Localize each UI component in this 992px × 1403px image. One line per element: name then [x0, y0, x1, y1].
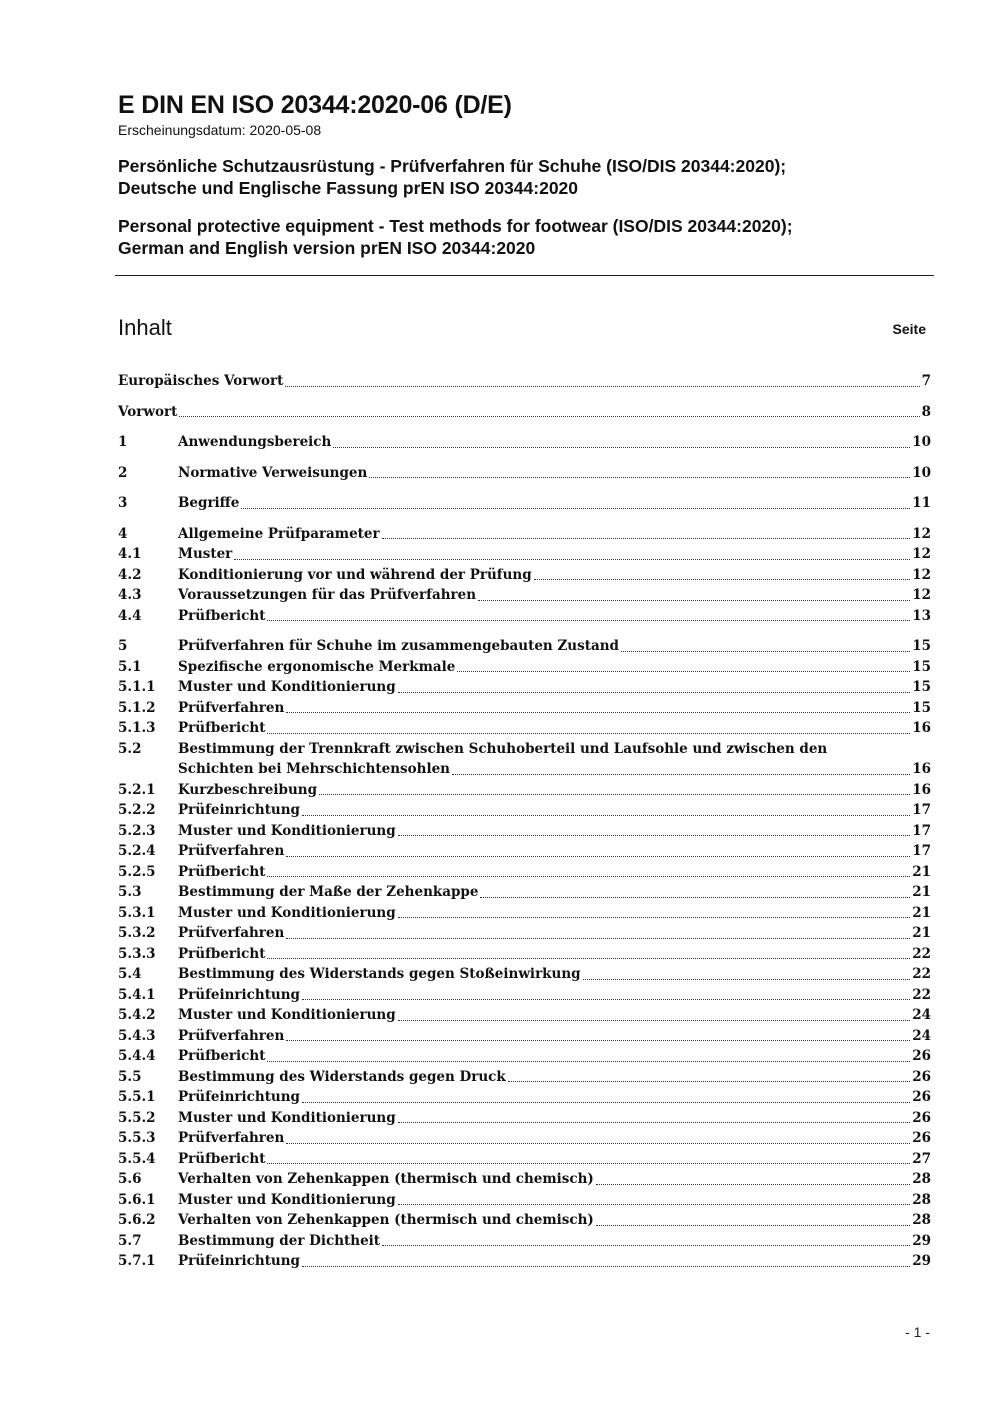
- toc-entry[interactable]: [118, 1046, 931, 1067]
- toc-entry-page: 29: [912, 1253, 931, 1269]
- toc-leader-dots: [621, 650, 910, 652]
- toc-entry-number: 5.2.2: [118, 802, 156, 818]
- toc-entry-page: 24: [912, 1007, 931, 1023]
- toc-leader-dots: [286, 855, 910, 857]
- toc-entry-number: 1: [118, 434, 128, 450]
- toc-entry[interactable]: [118, 985, 931, 1006]
- toc-entry[interactable]: [118, 800, 931, 821]
- toc-entry[interactable]: [118, 1067, 931, 1088]
- toc-entry-label-wrap: [178, 544, 931, 565]
- toc-entry-label-wrap: [178, 1251, 931, 1272]
- toc-entry-number: 5.2.4: [118, 843, 156, 859]
- toc-entry-page: 28: [912, 1191, 931, 1208]
- toc-entry-label-wrap: [178, 862, 931, 883]
- toc-entry-page: 15: [912, 658, 931, 675]
- toc-entry-page: 26: [912, 1048, 931, 1064]
- toc-leader-dots: [398, 691, 911, 693]
- toc-leader-dots: [398, 1019, 911, 1021]
- toc-header: [118, 314, 926, 342]
- toc-leader-dots: [508, 1080, 910, 1082]
- toc-entry[interactable]: [118, 1149, 931, 1170]
- toc-entry-label: Prüfbericht: [178, 1048, 266, 1064]
- toc-leader-dots: [267, 619, 910, 621]
- toc-entry-label: Muster und Konditionierung: [178, 1109, 396, 1126]
- toc-entry-label-wrap: [178, 1067, 931, 1088]
- toc-entry-page: 11: [912, 495, 931, 511]
- toc-entry[interactable]: [118, 463, 931, 484]
- toc-entry-number: 5.5.3: [118, 1130, 156, 1146]
- document-header: [118, 90, 934, 259]
- toc-entry-page: 15: [912, 679, 931, 695]
- toc-entry-page: 16: [912, 781, 931, 798]
- toc-entry-number: 5.3: [118, 884, 142, 900]
- toc-entry-page: 28: [912, 1212, 931, 1228]
- toc-entry-number: 5.4: [118, 966, 142, 982]
- german-title-line-2: Deutsche und Englische Fassung prEN ISO 20344:2020: [118, 178, 579, 198]
- toc-leader-dots: [398, 916, 911, 918]
- toc-entry-number: 5.1.2: [118, 699, 156, 716]
- toc-leader-dots: [267, 875, 910, 877]
- toc-entry-number: 4.4: [118, 607, 142, 624]
- toc-entry-number: 5.1.1: [118, 679, 156, 695]
- toc-entry-page: 12: [912, 525, 931, 542]
- toc-entry-number: 5.4.3: [118, 1027, 156, 1044]
- toc-entry-page: 12: [912, 546, 931, 562]
- toc-leader-dots: [286, 1039, 910, 1041]
- toc-entry-number: 5.6: [118, 1171, 142, 1187]
- toc-entry[interactable]: [118, 882, 931, 903]
- toc-leader-dots: [534, 578, 911, 580]
- toc-entry[interactable]: [118, 739, 931, 760]
- toc-leader-dots: [267, 732, 910, 734]
- toc-entry-label-wrap: [178, 800, 931, 821]
- toc-entry[interactable]: [118, 657, 931, 678]
- toc-entry-label: Vorwort: [118, 403, 178, 420]
- toc-entry-number: 5.6.2: [118, 1212, 156, 1228]
- toc-entry-label-wrap: [178, 524, 931, 545]
- toc-entry-label-wrap: [178, 985, 931, 1006]
- toc-entry-page: 10: [912, 434, 931, 450]
- toc-entry-number: 5.7.1: [118, 1253, 156, 1269]
- toc-entry[interactable]: [118, 585, 931, 606]
- toc-entry[interactable]: [118, 1026, 931, 1047]
- toc-entry-label: Muster: [178, 546, 233, 562]
- toc-entry[interactable]: [118, 1169, 931, 1190]
- toc-entry-label: Prüfbericht: [178, 945, 266, 962]
- toc-entry-number: 5.2.1: [118, 781, 156, 798]
- toc-entry-label-wrap: [178, 1005, 931, 1026]
- toc-entry-label: Kurzbeschreibung: [178, 781, 318, 798]
- toc-entry-label: Anwendungsbereich: [178, 434, 332, 450]
- toc-entry-page: 15: [912, 699, 931, 716]
- toc-leader-dots: [382, 537, 911, 539]
- toc-entry-label-wrap: [178, 964, 931, 985]
- toc-entry-label: Muster und Konditionierung: [178, 679, 396, 695]
- toc-entry-label: Prüfeinrichtung: [178, 1089, 301, 1105]
- toc-entry[interactable]: [118, 1190, 931, 1211]
- toc-leader-dots: [478, 599, 910, 601]
- toc-entry-number: 5.5: [118, 1068, 142, 1085]
- toc-entry[interactable]: [118, 677, 931, 698]
- toc-entry[interactable]: [118, 371, 931, 392]
- toc-entry-page: 26: [912, 1068, 931, 1085]
- toc-entry-number: 5.6.1: [118, 1191, 156, 1208]
- toc-entry-label: Muster und Konditionierung: [178, 1191, 396, 1208]
- toc-entry[interactable]: [118, 903, 931, 924]
- toc-entry-label-wrap: [178, 1026, 931, 1047]
- toc-entry[interactable]: [118, 402, 931, 423]
- toc-entry-label-wrap: [178, 821, 931, 842]
- toc-entry[interactable]: [118, 1210, 931, 1231]
- toc-entry[interactable]: [118, 565, 931, 586]
- toc-entry[interactable]: [118, 821, 931, 842]
- toc-entry-label: Prüfeinrichtung: [178, 1253, 301, 1269]
- toc-entry-label-wrap: [178, 606, 931, 627]
- toc-entry-label-wrap: [178, 677, 931, 698]
- toc-entry-label: Europäisches Vorwort: [118, 373, 284, 389]
- toc-entry-label-wrap: [178, 759, 931, 780]
- toc-entry[interactable]: [118, 432, 931, 453]
- toc-entry-page: 21: [912, 863, 931, 880]
- toc-entry-page: 17: [912, 822, 931, 839]
- toc-leader-dots: [285, 385, 919, 387]
- toc-entry-label: Normative Verweisungen: [178, 464, 368, 481]
- toc-leader-dots: [333, 446, 910, 448]
- toc-leader-dots: [369, 476, 910, 478]
- toc-entry-label: Muster und Konditionierung: [178, 822, 396, 839]
- toc-entry-label: Muster und Konditionierung: [178, 1007, 396, 1023]
- toc-leader-dots: [267, 1060, 910, 1062]
- toc-title: Inhalt: [118, 315, 172, 340]
- toc-entry-number: 5.4.2: [118, 1007, 156, 1023]
- toc-entry[interactable]: [118, 606, 931, 627]
- toc-entry-label-wrap: [178, 1190, 931, 1211]
- toc-entry[interactable]: [118, 698, 931, 719]
- toc-leader-dots: [302, 1101, 910, 1103]
- toc-entry[interactable]: [118, 1251, 931, 1272]
- toc-entry-page: 27: [912, 1150, 931, 1167]
- toc-entry-label-wrap: [178, 565, 931, 586]
- toc-entry-page: 16: [912, 761, 931, 777]
- toc-leader-dots: [382, 1244, 910, 1246]
- toc-entry-label: Konditionierung vor und während der Prüfung: [178, 566, 532, 583]
- toc-entry-number: 5.3.2: [118, 925, 156, 941]
- toc-entry-page: 10: [912, 464, 931, 481]
- toc-entry[interactable]: [118, 636, 931, 657]
- toc-entry-label-wrap: [178, 739, 931, 760]
- toc-entry-page: 26: [912, 1089, 931, 1105]
- toc-leader-dots: [286, 1142, 910, 1144]
- toc-entry-label-wrap: [178, 780, 931, 801]
- toc-entry-number: 2: [118, 464, 128, 481]
- toc-leader-dots: [457, 670, 910, 672]
- toc-entry-label-wrap: [178, 1087, 931, 1108]
- toc-entry-number: 5: [118, 638, 128, 654]
- toc-entry[interactable]: [118, 1087, 931, 1108]
- toc-entry-page: 28: [912, 1171, 931, 1187]
- toc-leader-dots: [596, 1183, 910, 1185]
- toc-entry-page: 21: [912, 925, 931, 941]
- toc-entry[interactable]: [118, 841, 931, 862]
- toc-leader-dots: [286, 937, 910, 939]
- toc-leader-dots: [302, 814, 910, 816]
- toc-leader-dots: [267, 957, 910, 959]
- toc-entry[interactable]: [118, 780, 931, 801]
- toc-entry-label-wrap: [178, 1108, 931, 1129]
- toc-entry-label-wrap: [178, 1046, 931, 1067]
- toc-entry-label: Bestimmung des Widerstands gegen Druck: [178, 1068, 506, 1085]
- toc-entry-label-wrap: [178, 493, 931, 514]
- toc-leader-dots: [398, 1203, 911, 1205]
- toc-entry-label: Prüfeinrichtung: [178, 986, 301, 1003]
- toc-entry[interactable]: [118, 524, 931, 545]
- toc-entry[interactable]: [118, 1231, 931, 1252]
- toc-entry-label: Bestimmung der Maße der Zehenkappe: [178, 884, 479, 900]
- toc-entry-label: Prüfbericht: [178, 863, 266, 880]
- toc-leader-dots: [234, 558, 910, 560]
- toc-entry-label: Prüfeinrichtung: [178, 802, 301, 818]
- toc-entry-label-wrap: [178, 882, 931, 903]
- toc-leader-dots: [319, 793, 910, 795]
- toc-leader-dots: [302, 998, 910, 1000]
- toc-page-column-label: Seite: [892, 321, 926, 337]
- toc-entry-number: 5.2: [118, 740, 142, 757]
- toc-entry-page: 7: [921, 373, 931, 389]
- toc-entry[interactable]: [118, 923, 931, 944]
- toc-entry-label-wrap: [178, 1128, 931, 1149]
- toc-entry-label: Voraussetzungen für das Prüfverfahren: [178, 587, 477, 603]
- toc-entry[interactable]: [118, 964, 931, 985]
- toc-entry-page: 13: [912, 607, 931, 624]
- toc-entry-label-wrap: [178, 463, 931, 484]
- toc-entry-label-wrap: [178, 657, 931, 678]
- toc-leader-dots: [302, 1265, 910, 1267]
- toc-entry-label: Prüfbericht: [178, 607, 266, 624]
- german-title-line-1: Persönliche Schutzausrüstung - Prüfverfahren für Schuhe (ISO/DIS 20344:2020);: [118, 156, 787, 176]
- toc-entry-label-wrap: [178, 944, 931, 965]
- toc-leader-dots: [286, 711, 910, 713]
- header-divider: [115, 275, 934, 276]
- publication-date: Erscheinungsdatum: 2020-05-08: [118, 122, 322, 138]
- english-title: [118, 215, 934, 259]
- toc-entry-number: 5.2.5: [118, 863, 156, 880]
- toc-leader-dots: [267, 1162, 910, 1164]
- toc-entry-page: 22: [912, 966, 931, 982]
- toc-leader-dots: [398, 1121, 911, 1123]
- toc-entry-number: 4.2: [118, 566, 142, 583]
- toc-leader-dots: [583, 978, 911, 980]
- toc-entry-number: 4: [118, 525, 128, 542]
- toc-entry-page: 15: [912, 638, 931, 654]
- toc-entry-number: 4.3: [118, 587, 142, 603]
- toc-entry-label: Bestimmung des Widerstands gegen Stoßeinwirkung: [178, 966, 581, 982]
- toc-entry-label: Verhalten von Zehenkappen (thermisch und chemisch): [178, 1212, 594, 1228]
- toc-entry-page: 12: [912, 587, 931, 603]
- toc-entry-label: Prüfverfahren: [178, 925, 285, 941]
- toc-entry-page: 16: [912, 720, 931, 736]
- toc-entry-label: Prüfbericht: [178, 720, 266, 736]
- toc-entry-page: 8: [921, 403, 931, 420]
- toc-entry-page: 21: [912, 884, 931, 900]
- toc-entry[interactable]: [118, 718, 931, 739]
- toc-entry-page: 22: [912, 945, 931, 962]
- toc-entry[interactable]: [118, 1108, 931, 1129]
- toc-entry-page: 24: [912, 1027, 931, 1044]
- toc-entry-label-wrap: [118, 371, 931, 392]
- toc-entry-label-wrap: [178, 718, 931, 739]
- toc-entry-label-wrap: [178, 432, 931, 453]
- toc-entry-label-wrap: [118, 402, 931, 423]
- german-title: [118, 155, 934, 199]
- toc-entry-label-wrap: [178, 585, 931, 606]
- toc-entry-page: 21: [912, 904, 931, 921]
- toc-entry-number: 5.1: [118, 658, 142, 675]
- toc-entry-label: Prüfverfahren: [178, 1130, 285, 1146]
- toc-entry-label-wrap: [178, 841, 931, 862]
- toc-entry[interactable]: [118, 493, 931, 514]
- toc-entry-label-wrap: [178, 1149, 931, 1170]
- english-title-line-2: German and English version prEN ISO 20344:2020: [118, 238, 536, 258]
- toc-entry-page: 12: [912, 566, 931, 583]
- toc-entry-label-wrap: [178, 636, 931, 657]
- toc-entry-page: 29: [912, 1232, 931, 1249]
- page-number: - 1 -: [905, 1324, 930, 1340]
- toc-entry-number: 5.1.3: [118, 720, 156, 736]
- toc-entry-label-wrap: [178, 923, 931, 944]
- toc-entry[interactable]: [118, 544, 931, 565]
- toc-entry-label-wrap: [178, 1169, 931, 1190]
- toc-entry-label: Prüfverfahren: [178, 1027, 285, 1044]
- toc-entry-number: 5.5.1: [118, 1089, 156, 1105]
- toc-leader-dots: [480, 896, 910, 898]
- toc-entry-number: 5.4.1: [118, 986, 156, 1003]
- toc-entry-label-wrap: [178, 903, 931, 924]
- toc-entry-number: 5.3.3: [118, 945, 156, 962]
- toc-entry-number: 3: [118, 495, 128, 511]
- document-title: E DIN EN ISO 20344:2020-06 (D/E): [118, 91, 512, 119]
- toc-entry-number: 5.3.1: [118, 904, 156, 921]
- toc-entry-number: 4.1: [118, 546, 142, 562]
- toc-entry-number: 5.7: [118, 1232, 142, 1249]
- toc-entry-page: 22: [912, 986, 931, 1003]
- english-title-line-1: Personal protective equipment - Test methods for footwear (ISO/DIS 20344:2020);: [118, 216, 793, 236]
- toc-entry-label-wrap: [178, 698, 931, 719]
- toc-entry[interactable]: [118, 1005, 931, 1026]
- toc-entry-continuation[interactable]: [118, 759, 931, 780]
- toc-entry-label: Allgemeine Prüfparameter: [178, 525, 380, 542]
- toc-leader-dots: [241, 507, 910, 509]
- toc-leader-dots: [596, 1224, 910, 1226]
- toc-leader-dots: [398, 834, 911, 836]
- toc-entry-label: Schichten bei Mehrschichtensohlen: [178, 761, 450, 777]
- toc-entry-label: Prüfverfahren für Schuhe im zusammengebauten Zustand: [178, 638, 619, 654]
- toc-entry[interactable]: [118, 944, 931, 965]
- toc-entry-number: 5.4.4: [118, 1048, 156, 1064]
- toc-entry[interactable]: [118, 862, 931, 883]
- toc-entry-label: Verhalten von Zehenkappen (thermisch und chemisch): [178, 1171, 594, 1187]
- toc-entry-label: Spezifische ergonomische Merkmale: [178, 658, 456, 675]
- toc-entry-label: Begriffe: [178, 495, 240, 511]
- toc-entry-label: Prüfverfahren: [178, 843, 285, 859]
- toc-entry-number: 5.5.2: [118, 1109, 156, 1126]
- toc-entry[interactable]: [118, 1128, 931, 1149]
- toc-entry-label: Bestimmung der Dichtheit: [178, 1232, 381, 1249]
- toc-entry-page: 17: [912, 802, 931, 818]
- table-of-contents: [118, 371, 931, 1272]
- toc-leader-dots: [452, 773, 910, 775]
- toc-entry-number: 5.2.3: [118, 822, 156, 839]
- toc-leader-dots: [179, 415, 919, 417]
- toc-entry-label: Prüfverfahren: [178, 699, 285, 716]
- toc-entry-page: 26: [912, 1109, 931, 1126]
- toc-entry-label-wrap: [178, 1231, 931, 1252]
- toc-entry-page: 26: [912, 1130, 931, 1146]
- toc-entry-label: Muster und Konditionierung: [178, 904, 396, 921]
- toc-entry-label-wrap: [178, 1210, 931, 1231]
- toc-entry-number: 5.5.4: [118, 1150, 156, 1167]
- toc-entry-label: Prüfbericht: [178, 1150, 266, 1167]
- toc-entry-page: 17: [912, 843, 931, 859]
- toc-entry-label: Bestimmung der Trennkraft zwischen Schuhoberteil und Laufsohle und zwischen den: [178, 740, 828, 757]
